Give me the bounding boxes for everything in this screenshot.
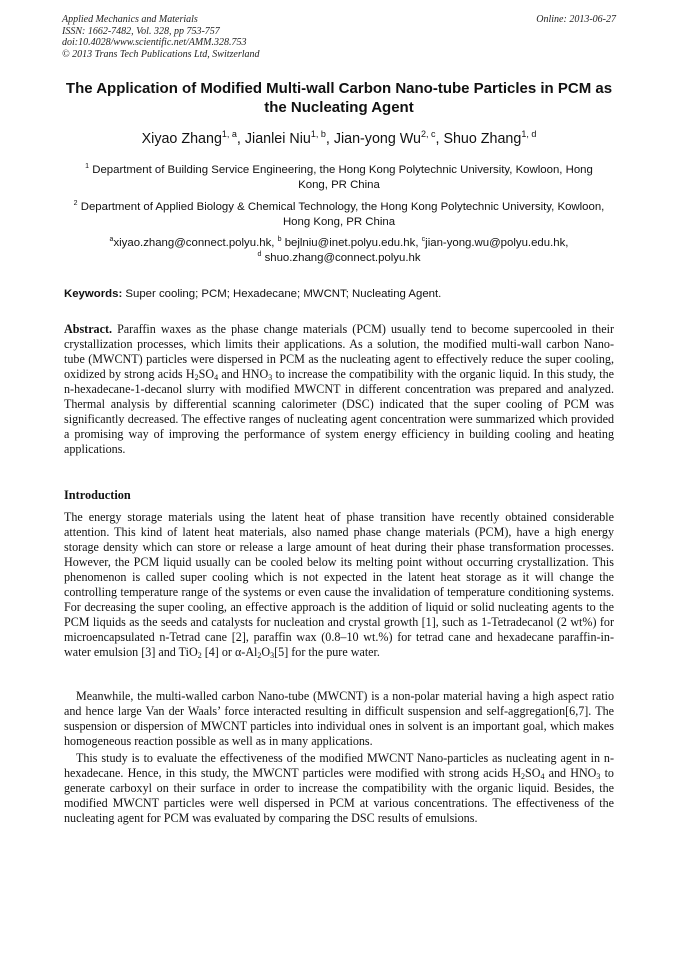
email-mark: c	[421, 236, 426, 243]
author-name: Xiyao Zhang	[141, 131, 222, 147]
subscript: 4	[214, 373, 219, 382]
abstract-text: Paraffin waxes as the phase change materials (PCM) usually tend to become supercooled in their crystallization processes, which limits their applications. As a solution, the modified multi-wall carbon Nano-tube (MWCNT) particles were dispersed in PCM as the nucleating agent to effectively reduce the super cooling, oxidized by strong acids H	[64, 322, 614, 381]
affiliation-1	[72, 163, 606, 193]
abstract-text: SO	[198, 367, 215, 381]
paragraph-text: and HNO	[544, 766, 597, 780]
email-mark: b	[277, 236, 282, 243]
subscript: 3	[268, 373, 273, 382]
abstract-label: Abstract.	[64, 322, 113, 336]
paragraph-text: [4] or α-Al	[201, 645, 258, 659]
email-list: $^a$xiyao.zhang@connect.polyu.hk, $^b$ bejlniu@inet.polyu.edu.hk, $^c$jian-yong.wu@polyu.edu.hk, $^d$ shuo.zhang@connect.polyu.hk	[109, 236, 569, 264]
affiliation-mark: 1	[85, 163, 90, 170]
email-link[interactable]: shuo.zhang@connect.polyu.hk	[264, 252, 421, 264]
journal-name: Applied Mechanics and Materials	[62, 14, 198, 25]
journal-issn: ISSN: 1662-7482, Vol. 328, pp 753-757	[62, 25, 220, 37]
keywords-line	[64, 287, 614, 301]
affiliation-text: Department of Building Service Engineering, the Hong Kong Polytechnic University, Kowloon, Hong Kong, PR China	[92, 164, 593, 191]
paragraph-text: This study is to evaluate the effectiveness of the modified MWCNT Nano-particles as nucleating agent in n-hexadecane. Hence, in this study, the MWCNT particles were modified with strong acids H	[64, 751, 614, 780]
author-affiliation-mark: 1, a	[221, 129, 237, 139]
subscript: 2	[194, 373, 199, 382]
affiliation-text: Department of Applied Biology & Chemical Technology, the Hong Kong Polytechnic University, Kowloon, Hong Kong, PR China	[80, 201, 605, 228]
keywords-text: Super cooling; PCM; Hexadecane; MWCNT; Nucleating Agent.	[125, 288, 442, 300]
affiliation-mark: 2	[73, 200, 78, 207]
subscript: 2	[520, 772, 525, 781]
author-list: Xiyao Zhang$^{1, a}$, Jianlei Niu$^{1, b}$, Jian-yong Wu$^{2, c}$, Shuo Zhang$^{1, d}$	[141, 129, 537, 147]
introduction-paragraph-2: Meanwhile, the multi-walled carbon Nano-tube (MWCNT) is a non-polar material having a high aspect ratio and hence large Van der Waals’ force interacted resulting in difficult suspension and self-aggregation[6,7]. The suspension or dispersion of MWCNT particles into individual ones in solvent is an important goal, which makes homogeneous reaction possible as well as in many applications.	[64, 689, 614, 748]
affiliation-2	[72, 200, 606, 230]
introduction-paragraph-3	[64, 751, 614, 826]
journal-doi: doi:10.4028/www.scientific.net/AMM.328.753	[62, 37, 247, 48]
abstract-paragraph	[64, 322, 614, 457]
author-name: Jian-yong Wu	[333, 131, 421, 147]
paragraph-text: SO	[524, 766, 541, 780]
author-affiliation-mark: 1, b	[310, 129, 326, 139]
journal-header	[62, 14, 616, 60]
introduction-heading: Introduction	[64, 488, 131, 502]
email-mark: a	[109, 236, 114, 243]
paragraph-text: to generate carboxyl on their surface in order to increase the compatibility with the organic liquid. Besides, the modified MWCNT particles were well dispersed in PCM at various concentrations. The effectiveness of the nucleating agent for PCM was evaluated by comparing the DSC results of emulsions.	[64, 766, 614, 825]
author-affiliation-mark: 1, d	[521, 129, 537, 139]
subscript: 3	[596, 772, 601, 781]
subscript: 2	[197, 651, 202, 660]
author-affiliation-mark: 2, c	[420, 129, 436, 139]
abstract-text: and HNO	[218, 367, 269, 381]
paragraph-text: The energy storage materials using the latent heat of phase transition have recently obtained considerable attention. This kind of latent heat materials, also named phase change materials (PCM), have a high energy storage density which can store or release a large amount of heat during their phase transformation processes. However, the PCM liquid usually can be cooled below its melting point without occurring crystallization. This phenomenon is called super cooling which is not expected in the latent heat storage as it will change the controlling temperature range of the systems or even cause the invalidation of temperature conditioning systems. For decreasing the super cooling, an effective approach is the addition of liquid or solid nucleating agents to the PCM liquids as the seeds and catalysts for nucleation and crystal growth [1], such as 1-Tetradecanol (2 wt%) for microencapsulated n-Tetrad cane [2], paraffin wax (0.8–10 wt.%) for tetrad cane and hexadecane paraffin-in-water emulsion [3] and TiO	[64, 510, 614, 659]
abstract-text: to increase the compatibility with the organic liquid. In this study, the n-hexadecane-1-decanol slurry with modified MWCNT in different concentration was prepared and analyzed. Thermal analysis by differential scanning calorimeter (DSC) indicated that the super cooling of PCM was significantly decreased. The effective ranges of nucleating agent concentration were summarized which provided a promising way of improving the performance of system energy efficiency in building cooling and heating applications.	[64, 367, 614, 456]
email-mark: d	[257, 251, 262, 258]
introduction-paragraph-1	[64, 510, 614, 660]
email-link[interactable]: xiyao.zhang@connect.polyu.hk	[113, 237, 272, 249]
subscript: 2	[257, 651, 262, 660]
journal-copyright: © 2013 Trans Tech Publications Ltd, Switzerland	[62, 48, 260, 60]
keywords-label: Keywords:	[64, 288, 123, 300]
email-link[interactable]: bejlniu@inet.polyu.edu.hk	[284, 237, 416, 249]
email-link[interactable]: jian-yong.wu@polyu.edu.hk	[425, 237, 566, 249]
paper-title: The Application of Modified Multi-wall Carbon Nano-tube Particles in PCM as the Nucleating Agent	[65, 80, 613, 116]
author-name: Jianlei Niu	[244, 131, 311, 147]
subscript: 4	[540, 772, 545, 781]
online-date: Online: 2013-06-27	[536, 14, 616, 25]
paragraph-text: [5] for the pure water.	[274, 645, 380, 659]
subscript: 3	[270, 651, 275, 660]
author-name: Shuo Zhang	[443, 131, 522, 147]
paragraph-text: O	[261, 645, 271, 659]
